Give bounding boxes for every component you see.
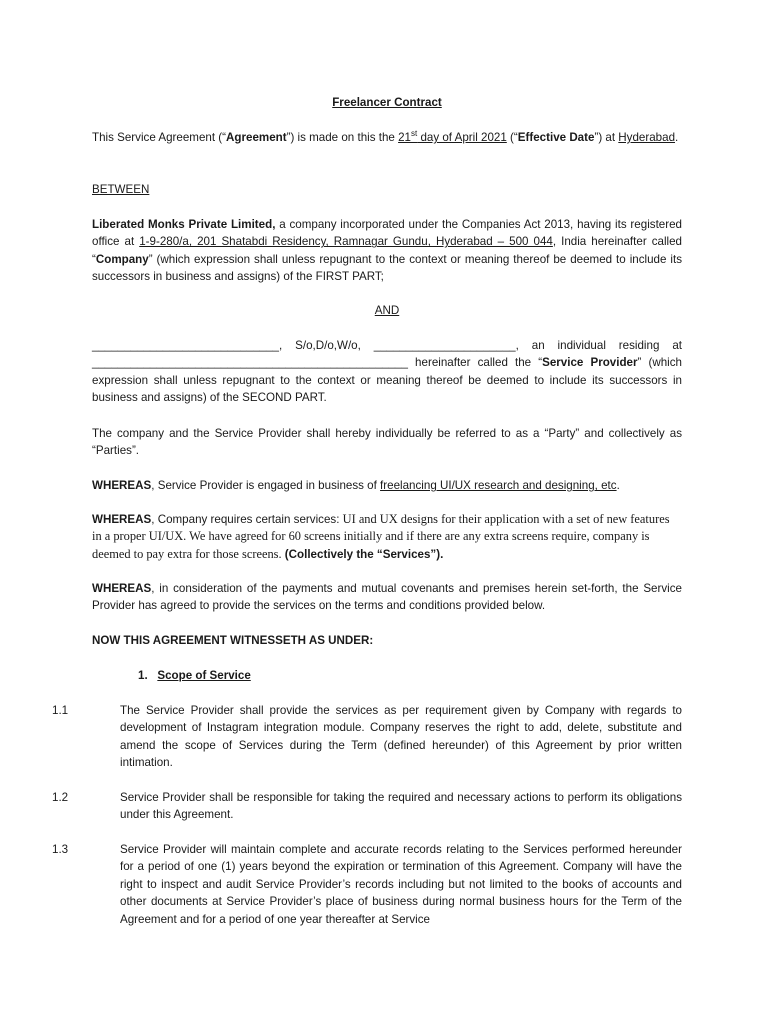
- relation-text: , S/o,D/o,W/o,: [279, 339, 374, 352]
- party2-text: , an individual residing at: [515, 339, 682, 352]
- intro-text: (“: [506, 131, 518, 144]
- whereas-keyword: WHEREAS: [92, 479, 152, 492]
- intro-paragraph: [92, 129, 682, 146]
- whereas-text: , Company requires certain services:: [151, 513, 343, 526]
- and-separator: AND: [374, 304, 400, 317]
- party1-text: , India hereinafter called “: [92, 235, 682, 266]
- address-blank: _________________________________________________: [92, 356, 408, 370]
- name-blank: _____________________________: [92, 339, 279, 352]
- business-description: freelancing UI/UX research and designing, etc: [380, 479, 617, 492]
- date-rest: day of April 2021: [417, 131, 507, 144]
- company-name: Liberated Monks Private Limited,: [92, 218, 276, 231]
- agreement-date: [398, 131, 507, 144]
- clause-text: Service Provider will maintain complete and accurate records relating to the Services performed hereunder for a period of one (1) years beyond the expiration or termination of this Agreement. Company will have the right to inspect and audit Service Provider’s records including but not limited to the books of accounts and other documents at Service Provider’s place of business during normal business hours for the Term of the Agreement and for a period of one year thereafter at Service: [120, 843, 682, 926]
- agreement-place: Hyderabad: [618, 131, 676, 144]
- intro-text: .: [675, 131, 679, 144]
- company-address: 1-9-280/a, 201 Shatabdi Residency, Ramnagar Gundu, Hyderabad – 500 044: [139, 235, 553, 249]
- clause-text: Service Provider shall be responsible for taking the required and necessary actions to perform its obligations under this Agreement.: [120, 791, 682, 822]
- section-number: 1.: [138, 669, 148, 682]
- second-party-paragraph: [92, 337, 682, 407]
- whereas-text: , Service Provider is engaged in business of: [151, 479, 381, 492]
- date-day: 21: [398, 131, 411, 144]
- date-suffix: st: [410, 129, 418, 139]
- intro-text: ”) is made on this the: [286, 131, 399, 144]
- whereas-keyword: WHEREAS: [92, 582, 152, 595]
- whereas-1: [92, 477, 682, 494]
- section-1-heading: [138, 667, 538, 684]
- party1-text: a company incorporated under the Companies Act 2013, having its registered office at: [92, 218, 682, 249]
- service-provider-term: Service Provider: [542, 356, 638, 370]
- first-party-paragraph: [92, 216, 682, 286]
- services-description: UI and UX designs for their application with a set of new features in a proper UI/UX. We have agreed for 60 screens initially and if there are any extra screens require, company is deemed to pay extra for those screens.: [92, 512, 670, 561]
- clause-number: 1.1: [52, 704, 69, 717]
- clause-number: 1.2: [52, 791, 69, 804]
- intro-text: This Service Agreement (“: [92, 131, 227, 144]
- document-title: Freelancer Contract: [332, 96, 442, 109]
- party1-text: ” (which expression shall unless repugnant to the context or meaning thereof be deemed to include its successors in business and assigns) of the FIRST PART;: [92, 252, 682, 284]
- section-title: Scope of Service: [157, 669, 251, 682]
- parties-paragraph: The company and the Service Provider shall hereby individually be referred to as a “Party” and collectively as “Parties”.: [92, 427, 682, 458]
- effective-date-term: Effective Date: [517, 131, 595, 144]
- clause-text: The Service Provider shall provide the services as per requirement given by Company with regards to development of Instagram integration module. Company reserves the right to add, delete, substitute and amend the scope of Services during the Term (defined hereunder) of this Agreement by prior written intimation.: [120, 704, 682, 770]
- party2-text: ” (which expression shall unless repugnant to the context or meaning thereof be deemed to include its successors in business and assigns) of the SECOND PART.: [92, 356, 682, 405]
- services-term: (Collectively the “Services”).: [281, 547, 444, 561]
- guardian-blank: ______________________: [373, 339, 516, 352]
- whereas-2: [92, 511, 682, 563]
- agreement-term: Agreement: [226, 131, 287, 144]
- witnesseth-heading: NOW THIS AGREEMENT WITNESSETH AS UNDER:: [92, 634, 374, 647]
- intro-text: ”) at: [594, 131, 619, 144]
- whereas-text: .: [616, 479, 620, 492]
- whereas-keyword: WHEREAS: [92, 513, 152, 526]
- clause-number: 1.3: [52, 843, 69, 856]
- company-term: Company: [95, 252, 149, 266]
- whereas-3: [92, 580, 682, 615]
- party2-text: hereinafter called the “: [407, 356, 543, 370]
- whereas-text: , in consideration of the payments and mutual covenants and premises herein set-forth, the Service Provider has agreed to provide the services on the terms and conditions provided below.: [92, 582, 682, 613]
- between-heading: BETWEEN: [92, 183, 150, 196]
